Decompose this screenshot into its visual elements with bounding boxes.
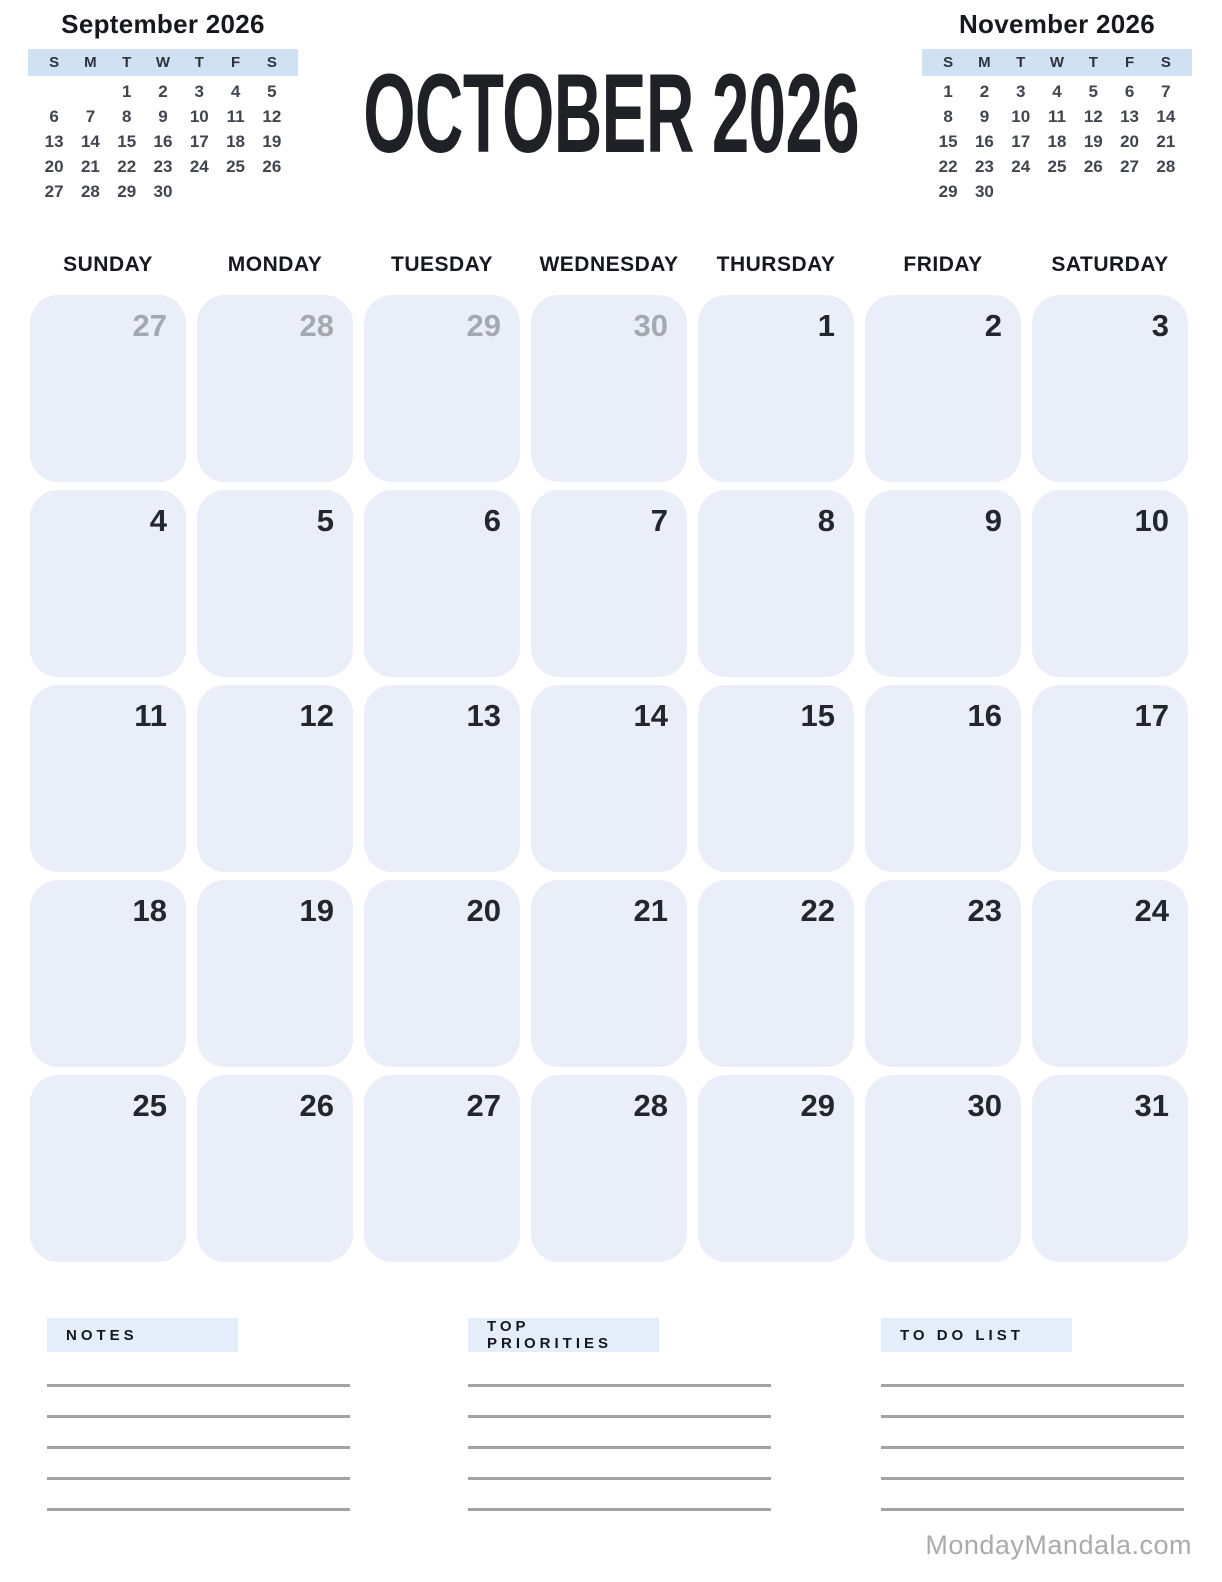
day-cell: [531, 1075, 687, 1262]
day-number: 29: [800, 1088, 835, 1123]
day-number: 11: [134, 698, 167, 733]
mini-day-number: 21: [1156, 131, 1176, 151]
writing-line: [47, 1384, 350, 1387]
weekday-header: THURSDAY: [716, 253, 836, 276]
day-cell: [531, 295, 687, 482]
mini-weekday-label: W: [155, 54, 171, 71]
mini-day-number: 17: [189, 131, 209, 151]
mini-day-number: 21: [80, 156, 100, 176]
mini-day-number: 27: [1120, 156, 1140, 176]
day-number: 28: [299, 308, 334, 343]
day-cell: [698, 685, 854, 872]
day-cell: [1032, 295, 1188, 482]
notes-section: [47, 1318, 350, 1539]
mini-day-number: 6: [49, 106, 59, 126]
mini-day-number: 22: [117, 156, 137, 176]
mini-day-number: 14: [80, 131, 100, 151]
day-number: 7: [650, 503, 668, 538]
mini-day-number: 7: [1161, 81, 1171, 101]
mini-weekday-label: S: [943, 54, 954, 71]
mini-calendar-title: September 2026: [61, 9, 265, 39]
writing-line: [881, 1477, 1184, 1480]
day-cell: [30, 880, 186, 1067]
day-cell: [30, 295, 186, 482]
mini-weekday-label: W: [1049, 54, 1065, 71]
day-number: 20: [466, 893, 501, 928]
day-number: 13: [466, 698, 501, 733]
mini-day-number: 18: [1047, 131, 1067, 151]
mini-weekday-label: S: [1160, 54, 1171, 71]
day-number: 12: [299, 698, 334, 733]
mini-day-number: 8: [121, 106, 132, 126]
weekday-header-row: [30, 253, 1188, 277]
mini-day-number: 28: [80, 181, 100, 201]
mini-day-number: 19: [262, 131, 282, 151]
day-number: 1: [817, 308, 835, 343]
mini-day-number: 9: [158, 106, 168, 126]
mini-day-number: 23: [974, 156, 994, 176]
writing-line: [468, 1477, 771, 1480]
mini-day-number: 5: [1088, 81, 1099, 101]
day-number: 29: [466, 308, 501, 343]
day-cell: [364, 880, 520, 1067]
writing-line: [468, 1508, 771, 1511]
day-cell: [698, 880, 854, 1067]
weekday-header: SUNDAY: [63, 253, 153, 276]
day-cell: [364, 685, 520, 872]
day-number: 14: [633, 698, 668, 733]
day-cell: [698, 1075, 854, 1262]
day-number: 23: [967, 893, 1002, 928]
mini-day-number: 15: [117, 131, 137, 151]
day-cell: [364, 1075, 520, 1262]
mini-day-number: 15: [938, 131, 958, 151]
day-cell: [1032, 685, 1188, 872]
day-number: 4: [149, 503, 167, 538]
day-number: 27: [132, 308, 167, 343]
weekday-header: FRIDAY: [903, 253, 983, 276]
day-cell: [197, 880, 353, 1067]
mini-day-number: 22: [938, 156, 958, 176]
mini-day-number: 17: [1011, 131, 1031, 151]
mini-day-number: 13: [44, 131, 64, 151]
mini-day-number: 1: [121, 81, 132, 101]
mini-day-number: 6: [1124, 81, 1135, 101]
month-title: OCTOBER 2026: [363, 50, 859, 176]
mini-day-number: 26: [1083, 156, 1103, 176]
mini-day-number: 26: [262, 156, 282, 176]
day-number: 21: [633, 893, 668, 928]
notes-label: NOTES: [47, 1318, 238, 1352]
writing-line: [47, 1508, 350, 1511]
day-number: 22: [800, 893, 835, 928]
mini-day-number: 28: [1156, 156, 1176, 176]
day-number: 30: [967, 1088, 1002, 1123]
mini-day-number: 24: [1011, 156, 1031, 176]
mini-day-number: 7: [85, 106, 96, 126]
day-number: 2: [984, 308, 1002, 343]
mini-day-number: 29: [117, 181, 137, 201]
day-cell: [531, 490, 687, 677]
day-cell: [865, 880, 1021, 1067]
day-cell: [531, 880, 687, 1067]
mini-calendar-november: [922, 8, 1192, 204]
mini-day-number: 16: [974, 131, 994, 151]
weekday-header: SATURDAY: [1051, 253, 1169, 276]
mini-weekday-label: F: [1124, 54, 1135, 71]
mini-weekday-label: T: [122, 54, 132, 71]
notes-lines: [47, 1384, 350, 1511]
mini-day-number: 19: [1083, 131, 1103, 151]
mini-day-number: 2: [979, 81, 990, 101]
writing-line: [468, 1384, 771, 1387]
day-number: 26: [299, 1088, 334, 1123]
day-number: 10: [1134, 503, 1169, 538]
day-number: 9: [984, 503, 1002, 538]
mini-day-number: 5: [267, 81, 277, 101]
mini-day-number: 18: [226, 131, 246, 151]
mini-weekday-label: S: [49, 54, 60, 71]
day-number: 3: [1151, 308, 1169, 343]
day-cell: [865, 685, 1021, 872]
day-cell: [698, 295, 854, 482]
mini-day-number: 29: [938, 181, 958, 201]
mini-weekday-header-row: [922, 49, 1192, 76]
mini-day-number: 20: [44, 156, 64, 176]
to-do-list-section: [881, 1318, 1184, 1539]
day-number: 27: [466, 1088, 501, 1123]
day-cell: [364, 490, 520, 677]
to-do-list-label: TO DO LIST: [881, 1318, 1072, 1352]
day-number: 30: [633, 308, 668, 343]
mini-day-number: 3: [1015, 81, 1026, 101]
weekday-header: TUESDAY: [391, 253, 493, 276]
writing-line: [881, 1508, 1184, 1511]
day-number: 15: [800, 698, 835, 733]
day-cell: [1032, 880, 1188, 1067]
mini-day-number: 25: [226, 156, 246, 176]
mini-day-number: 12: [262, 106, 282, 126]
weekday-header: WEDNESDAY: [539, 253, 679, 276]
writing-line: [47, 1415, 350, 1418]
day-number: 16: [967, 698, 1002, 733]
day-number: 24: [1134, 893, 1169, 928]
day-number: 18: [132, 893, 167, 928]
day-cell: [364, 295, 520, 482]
writing-line: [468, 1446, 771, 1449]
day-cell: [197, 1075, 353, 1262]
mini-day-number: 11: [1048, 106, 1066, 126]
mini-day-number: 27: [44, 181, 64, 201]
day-cell: [531, 685, 687, 872]
day-cell: [30, 685, 186, 872]
mini-day-number: 11: [226, 106, 245, 126]
top-priorities-label: TOP PRIORITIES: [468, 1318, 659, 1352]
top-priorities-section: [468, 1318, 771, 1539]
mini-weekday-label: F: [230, 54, 241, 71]
mini-day-number: 8: [943, 106, 953, 126]
mini-weekday-label: T: [194, 54, 204, 71]
weekday-header: MONDAY: [227, 253, 323, 276]
day-cell: [865, 490, 1021, 677]
mini-day-number: 20: [1120, 131, 1140, 151]
mini-day-number: 4: [1052, 81, 1062, 101]
day-cell: [197, 685, 353, 872]
top-priorities-lines: [468, 1384, 771, 1511]
day-number: 5: [316, 503, 334, 538]
mini-day-number: 30: [153, 181, 173, 201]
mini-day-number: 1: [943, 81, 953, 101]
mini-day-number: 16: [153, 131, 173, 151]
mini-day-number: 10: [1011, 106, 1031, 126]
writing-line: [881, 1446, 1184, 1449]
site-credit: MondayMandala.com: [925, 1530, 1192, 1560]
day-number: 8: [817, 503, 835, 538]
writing-line: [47, 1477, 350, 1480]
mini-day-number: 30: [974, 181, 994, 201]
mini-calendar-title: November 2026: [958, 9, 1156, 39]
calendar-grid: [30, 295, 1188, 1262]
to-do-list-lines: [881, 1384, 1184, 1511]
day-cell: [197, 490, 353, 677]
mini-weekday-label: M: [84, 54, 97, 71]
day-cell: [698, 490, 854, 677]
mini-day-number: 14: [1156, 106, 1176, 126]
mini-day-number: 2: [158, 81, 168, 101]
day-cell: [197, 295, 353, 482]
mini-weekday-label: T: [1088, 54, 1098, 71]
mini-day-number: 24: [189, 156, 209, 176]
writing-line: [881, 1384, 1184, 1387]
mini-weekday-label: S: [266, 54, 277, 71]
writing-line: [468, 1415, 771, 1418]
mini-day-number: 4: [230, 81, 241, 101]
writing-line: [47, 1446, 350, 1449]
mini-day-number: 25: [1047, 156, 1067, 176]
writing-line: [881, 1415, 1184, 1418]
day-number: 28: [633, 1088, 668, 1123]
day-cell: [865, 295, 1021, 482]
day-cell: [865, 1075, 1021, 1262]
mini-weekday-label: M: [978, 54, 991, 71]
mini-days-grid: [922, 79, 1192, 204]
day-cell: [30, 490, 186, 677]
day-cell: [1032, 1075, 1188, 1262]
day-cell: [1032, 490, 1188, 677]
mini-day-number: 9: [979, 106, 990, 126]
mini-day-number: 13: [1120, 106, 1140, 126]
day-number: 17: [1134, 698, 1169, 733]
mini-day-number: 3: [194, 81, 205, 101]
mini-day-number: 23: [153, 156, 173, 176]
day-number: 6: [483, 503, 501, 538]
day-number: 25: [132, 1088, 167, 1123]
day-number: 19: [299, 893, 334, 928]
mini-day-number: 12: [1083, 106, 1103, 126]
mini-day-number: 10: [189, 106, 209, 126]
day-number: 31: [1134, 1088, 1169, 1123]
mini-weekday-label: T: [1016, 54, 1026, 71]
day-cell: [30, 1075, 186, 1262]
